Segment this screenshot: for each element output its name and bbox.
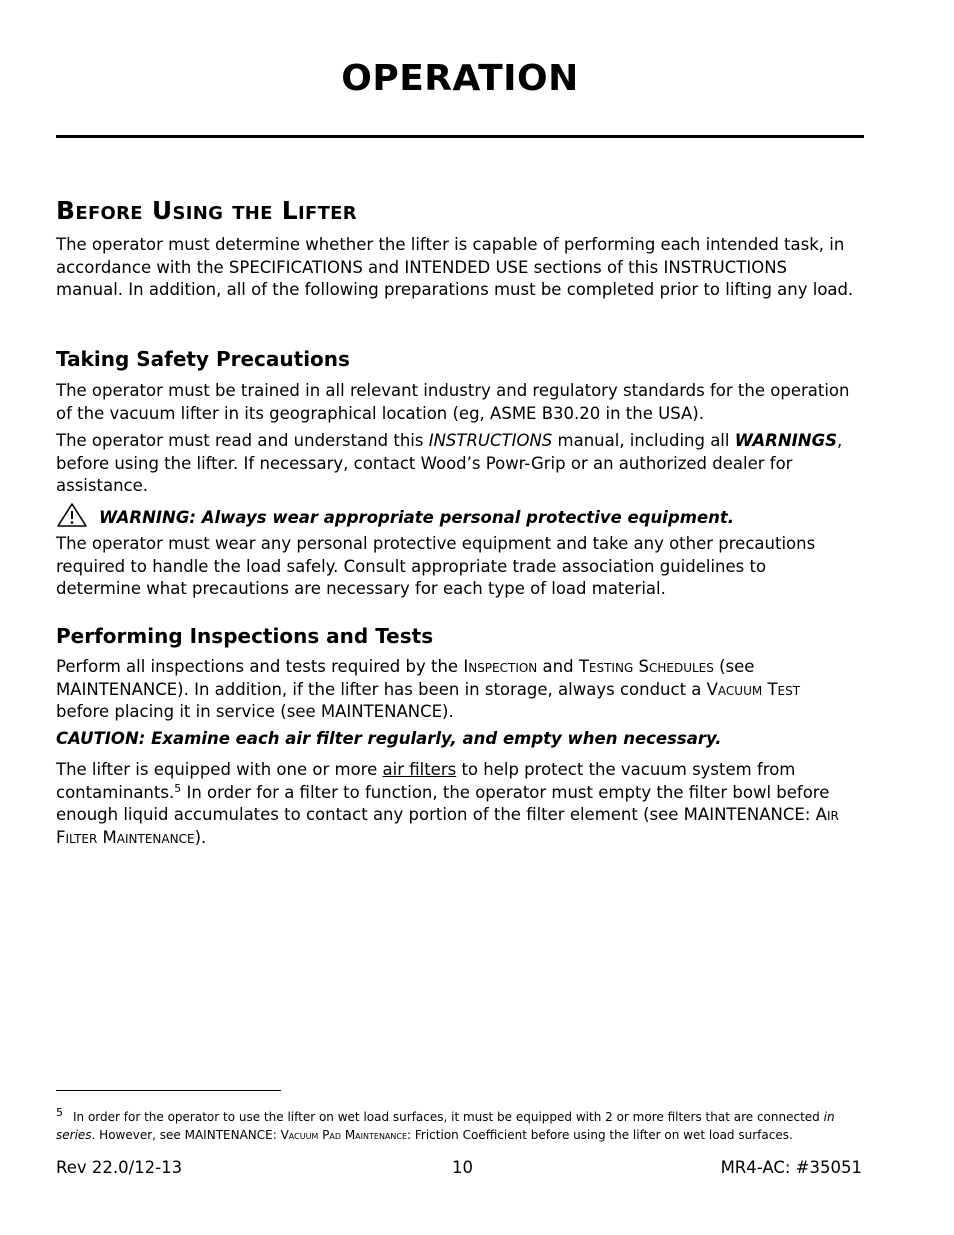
text-run: Testing Schedules bbox=[578, 657, 714, 676]
text-run: Perform all inspections and tests required by the bbox=[56, 657, 464, 676]
text-run: and bbox=[537, 657, 579, 676]
inspections-paragraph-2 bbox=[56, 759, 856, 850]
text-run: ). bbox=[194, 828, 207, 848]
text-run: Inspection bbox=[463, 657, 538, 676]
warning-callout bbox=[56, 503, 734, 531]
text-run: INSTRUCTIONS bbox=[428, 431, 553, 450]
text-run: The operator must read and understand this bbox=[56, 431, 429, 450]
text-run: In order for a filter to function, the operator must empty the filter bowl before enough liquid accumulates to contact any portion of the filter element (see MAINTENANCE: bbox=[56, 782, 830, 825]
text-run: (see MAINTENANCE). In addition, if the lifter has been in storage, always conduct a bbox=[56, 657, 755, 699]
footnote-number: 5 bbox=[56, 1106, 63, 1119]
inspections-heading: Performing Inspections and Tests bbox=[56, 624, 434, 648]
footer-model: MR4-AC: #35051 bbox=[720, 1158, 862, 1177]
safety-paragraph-3: The operator must wear any personal protective equipment and take any other precautions required to handle the load safely. Consult appropriate trade association guidelines to determine what precautions are necessary for each type of load material. bbox=[56, 534, 816, 599]
text-run: : Friction Coefficient before using the lifter on wet load surfaces. bbox=[407, 1128, 793, 1142]
safety-heading: Taking Safety Precautions bbox=[56, 347, 350, 371]
footnote-rule bbox=[56, 1090, 281, 1091]
safety-paragraph-1: The operator must be trained in all relevant industry and regulatory standards for the operation of the vacuum lifter in its geographical location (eg, ASME B30.20 in the USA). bbox=[56, 381, 850, 423]
footnote-reference[interactable]: 5 bbox=[174, 781, 182, 795]
section-heading: Before Using the Lifter bbox=[56, 196, 357, 225]
text-run: to help protect the vacuum system from contaminants. bbox=[56, 760, 796, 802]
warning-text: WARNING: Always wear appropriate personal protective equipment. bbox=[99, 507, 735, 527]
text-run: Vacuum Test bbox=[706, 679, 801, 699]
safety-paragraph-2 bbox=[56, 430, 856, 498]
text-run: before placing it in service (see MAINTENANCE). bbox=[56, 702, 454, 722]
inspections-paragraph-1 bbox=[56, 656, 856, 724]
title-rule bbox=[56, 135, 864, 138]
text-run: in series bbox=[56, 1110, 835, 1142]
text-run: , before using the lifter. If necessary, contact Wood’s Powr-Grip or an authorized dealer for assistance. bbox=[56, 431, 843, 496]
page-title: OPERATION bbox=[341, 58, 579, 99]
text-run: manual, including all bbox=[552, 431, 735, 450]
text-run: Air Filter Maintenance bbox=[56, 805, 839, 848]
text-run: . However, see MAINTENANCE: bbox=[91, 1128, 281, 1142]
footer-page-number: 10 bbox=[452, 1158, 473, 1177]
caution-callout: CAUTION: Examine each air filter regularly, and empty when necessary. bbox=[56, 729, 722, 748]
text-run: Vacuum Pad Maintenance bbox=[280, 1128, 408, 1142]
air-filters-link[interactable]: air filters bbox=[382, 760, 457, 779]
warning-triangle-icon bbox=[56, 502, 88, 532]
footer-revision: Rev 22.0/12-13 bbox=[56, 1158, 183, 1177]
text-run: The lifter is equipped with one or more bbox=[56, 760, 383, 779]
footnote bbox=[56, 1104, 876, 1144]
text-run: WARNINGS bbox=[734, 431, 838, 450]
intro-paragraph: The operator must determine whether the lifter is capable of performing each intended task, in accordance with the SPECIFICATIONS and INTENDED USE sections of this INSTRUCTIONS manual. In addition, all of the following preparations must be completed prior to lifting any load. bbox=[56, 235, 854, 300]
text-run: In order for the operator to use the lifter on wet load surfaces, it must be equipped with 2 or more filters that are connected bbox=[73, 1110, 824, 1124]
